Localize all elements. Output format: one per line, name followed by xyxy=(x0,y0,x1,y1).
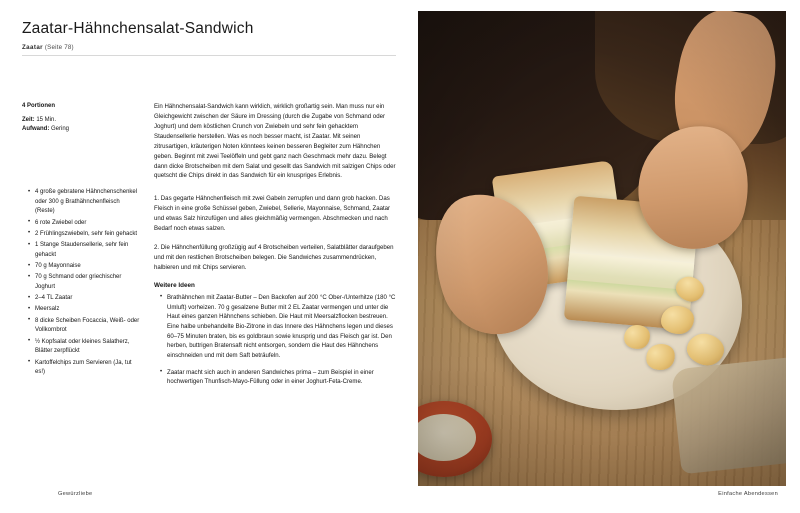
steps-list xyxy=(154,194,396,272)
list-item: • 8 dicke Scheiben Focaccia, Weiß- oder Vollkornbrot xyxy=(30,317,140,336)
keyword-label: Zaatar xyxy=(22,44,43,51)
list-item: • 4 große gebratene Hähnchenschenkel oder 300 g Brathähnchenfleisch (Reste) xyxy=(30,188,140,217)
list-item: • ½ Kopfsalat oder kleines Salatherz, Blätter zerpflückt xyxy=(30,338,140,357)
list-item: • Zaatar macht sich auch in anderen Sandwiches prima – zum Beispiel in einer hochwertigen Thunfisch-Mayo-Füllung oder in einer Joghurt-Feta-Creme. xyxy=(162,369,396,388)
list-item: • Brathähnchen mit Zaatar-Butter – Den Backofen auf 200 °C Ober-/Unterhitze (180 °C Umluft) vorheizen. 70 g gesalzene Butter mit 2 EL Zaatar vermengen und unter die Haut eines ganzen Hähnchens schieben. Die Haut mit Meersalzflocken bestreuen. Eine halbe unbehandelte Bio-Zitrone in das Innere des Hähnchens legen und dieses 60–75 Minuten braten, bis es goldbraun sowie knusprig und das Fleisch gar ist. Den herben, buttrigen Bratensaft nicht entsorgen, sondern die Haut des Hähnchens einschneiden und mit dem Saft beträufeln. xyxy=(162,294,396,362)
step-item: 2. Die Hähnchenfüllung großzügig auf 4 Brotscheiben verteilen, Salatblätter daraufgeben und mit den restlichen Brotscheiben belegen. Die Sandwiches zusammendrücken, halbieren und mit Chips servieren. xyxy=(154,244,394,271)
list-item: • Kartoffelchips zum Servieren (Ja, tut es!) xyxy=(30,359,140,378)
time-line xyxy=(22,116,140,125)
effort-line xyxy=(22,125,140,134)
time-value: 15 Min. xyxy=(36,117,57,123)
list-item: • 2 Frühlingszwiebeln, sehr fein gehackt xyxy=(30,230,140,240)
ingredient-list xyxy=(22,188,140,378)
list-item: • 1 Stange Staudensellerie, sehr fein gehackt xyxy=(30,241,140,260)
footer-section-label: Einfache Abendessen xyxy=(718,491,778,497)
recipe-subtitle xyxy=(22,44,396,51)
method-column xyxy=(154,102,396,395)
page-reference: (Seite 78) xyxy=(44,44,74,51)
list-item: • 70 g Schmand oder griechischer Joghurt xyxy=(30,273,140,292)
list-item: • 6 rote Zwiebel oder xyxy=(30,219,140,229)
recipe-photo xyxy=(418,11,786,486)
intro-paragraph: Ein Hähnchensalat-Sandwich kann wirklich, wirklich großartig sein. Man muss nur ein Gleichgewicht zwischen der Säure im Dressing (durch die Zugabe von Schmand oder Joghurt) und dem köstlichen Crunch von Zwiebeln und sehr fein gehacktem Staudensellerie herstellen. Was es noch besser macht, ist Zaatar. Mit seinen zitrusartigen, kräuterigen Noten könntees keinen besseren Begleiter zum Hähnchen geben. Beginnt mit zwei Teelöffeln und gebt ganz nach Geschmack mehr dazu. Belegt dann dicke Brotscheiben mit dem Salat und gesellt das Sandwich mit salzigen Chips oder quetscht die Chips direkt in das Sandwich für ein knuspriges Erlebnis. xyxy=(154,103,396,180)
servings-line: 4 Portionen xyxy=(22,103,56,109)
step-item: 1. Das gegarte Hähnchenfleisch mit zwei Gabeln zerrupfen und dann grob hacken. Das Fleisch in eine große Schüssel geben, Zwiebel, Sellerie, Mayonnaise, Schmand, Zaatar und etwas Salz hinzufügen und alles gleichmäßig vermengen. Abschmecken und nach Bedarf noch etwas salzen. xyxy=(154,195,391,233)
list-item: • 2–4 TL Zaatar xyxy=(30,294,140,304)
effort-value: Gering xyxy=(51,126,70,132)
page-title: Zaatar-Hähnchensalat-Sandwich xyxy=(22,20,254,37)
content-columns xyxy=(22,102,396,395)
title-divider xyxy=(22,55,396,56)
ideas-heading: Weitere Ideen xyxy=(154,281,195,289)
time-label: Zeit: xyxy=(22,117,35,123)
footer-chapter-label: Gewürzliebe xyxy=(58,491,93,497)
photo-vignette xyxy=(418,11,786,486)
ideas-list xyxy=(154,294,396,388)
list-item: • Meersalz xyxy=(30,305,140,315)
ingredients-column xyxy=(22,102,140,395)
list-item: • 70 g Mayonnaise xyxy=(30,262,140,272)
effort-label: Aufwand: xyxy=(22,126,50,132)
